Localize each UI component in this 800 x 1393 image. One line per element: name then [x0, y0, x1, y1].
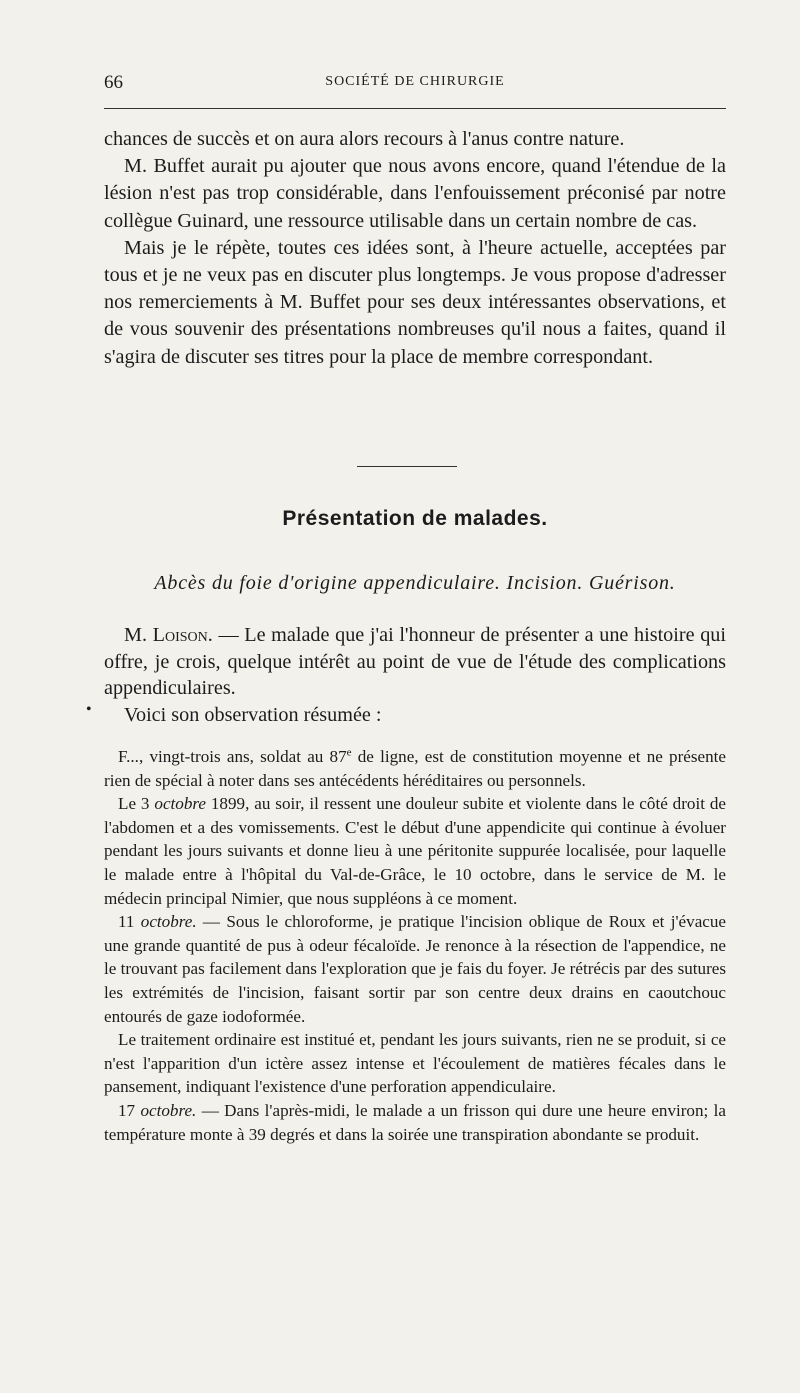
paragraph: [104, 910, 726, 1028]
paragraph: [104, 1099, 726, 1146]
date: octobre: [154, 794, 206, 814]
text-run: 1899, au soir, il ressent une douleur subite et violente dans le côté droit de l'abdomen et a des vomissements. C'est le début d'une appendicite qui continue à évoluer pendant les jours suivants et donne lieu à une péritonite suppurée localisée, pour laquelle le malade entre à l'hôpital du Val-de-Grâce, le 10 octobre, dans le service de M. le médecin principal Nimier, que nous suppléons à ce moment.: [104, 794, 727, 908]
paragraph: chances de succès et on aura alors recours à l'anus contre nature.: [104, 128, 625, 150]
paragraph: Le traitement ordinaire est institué et, pendant les jours suivants, rien ne se produit, si ce n'est l'apparition d'un ictère assez intense et l'écoulement de matières fécales dans le pansement, indiquant l'existence d'une perforation appendiculaire.: [104, 1030, 726, 1097]
page-header: [104, 70, 726, 96]
running-title: SOCIÉTÉ DE CHIRURGIE: [325, 74, 505, 89]
text-run: 11: [118, 912, 141, 932]
discussion-text: [104, 126, 726, 371]
paragraph-rest: . — Le malade que j'ai l'honneur de présenter a une histoire qui offre, je crois, quelque intérêt au point de vue de l'étude des complications appendiculaires.: [104, 624, 726, 699]
speaker-name: Loison: [152, 624, 208, 646]
text-run: F..., vingt-trois ans, soldat au 87: [118, 747, 347, 766]
paragraph: [104, 792, 726, 910]
date: octobre.: [140, 912, 197, 932]
date: octobre.: [140, 1100, 197, 1120]
text-run: Le 3: [118, 794, 155, 814]
section-separator: [357, 466, 457, 467]
text-run: — Dans l'après-midi, le malade a un frisson qui dure une heure environ; la température monte à 39 degrés et dans la soirée une transpiration abondante se produit.: [104, 1100, 726, 1144]
superscript: e: [346, 746, 352, 759]
speaker-prefix: M.: [124, 624, 147, 646]
text-run: — Sous le chloroforme, je pratique l'incision oblique de Roux et j'évacue une grande quantité de pus à odeur fécaloïde. Je renonce à la résection de l'appendice, ne le trouvant pas facilement dans l'exploration que je fais du foyer. Je rétrécis par des sutures les extrémités de l'incision, faisant sortir par son centre deux drains en caoutchouc entourés de gaze iodoformée.: [104, 912, 727, 1026]
presentation-intro: [104, 622, 726, 728]
paragraph: M. Buffet aurait pu ajouter que nous avons encore, quand l'étendue de la lésion n'est pas trop considérable, dans l'enfouissement préconisé par notre collègue Guinard, une ressource utilisable dans un certain nombre de cas.: [104, 155, 726, 232]
case-title: Abcès du foie d'origine appendiculaire. Incision. Guérison.: [154, 572, 676, 594]
header-rule: [104, 108, 726, 109]
paragraph: [104, 745, 726, 792]
paragraph: Mais je le répète, toutes ces idées sont, à l'heure actuelle, acceptées par tous et je ne veux pas en discuter plus longtemps. Je vous propose d'adresser nos remerciements à M. Buffet pour ses deux intéressantes observations, et de vous souvenir des présentations nombreuses qu'il nous a faites, quand il s'agira de discuter ses titres pour la place de membre correspondant.: [104, 236, 726, 368]
bullet-mark: •: [86, 701, 92, 718]
paragraph: [104, 622, 726, 702]
text-run: 17: [118, 1100, 141, 1120]
paragraph: Voici son observation résumée :: [124, 703, 382, 726]
text-run: de ligne, est de constitution moyenne et ne présente rien de spécial à noter dans ses antécédents héréditaires ou personnels.: [104, 747, 726, 790]
page-number: 66: [104, 72, 123, 93]
observation-text: [104, 745, 726, 1146]
section-title: Présentation de malades.: [282, 507, 548, 530]
